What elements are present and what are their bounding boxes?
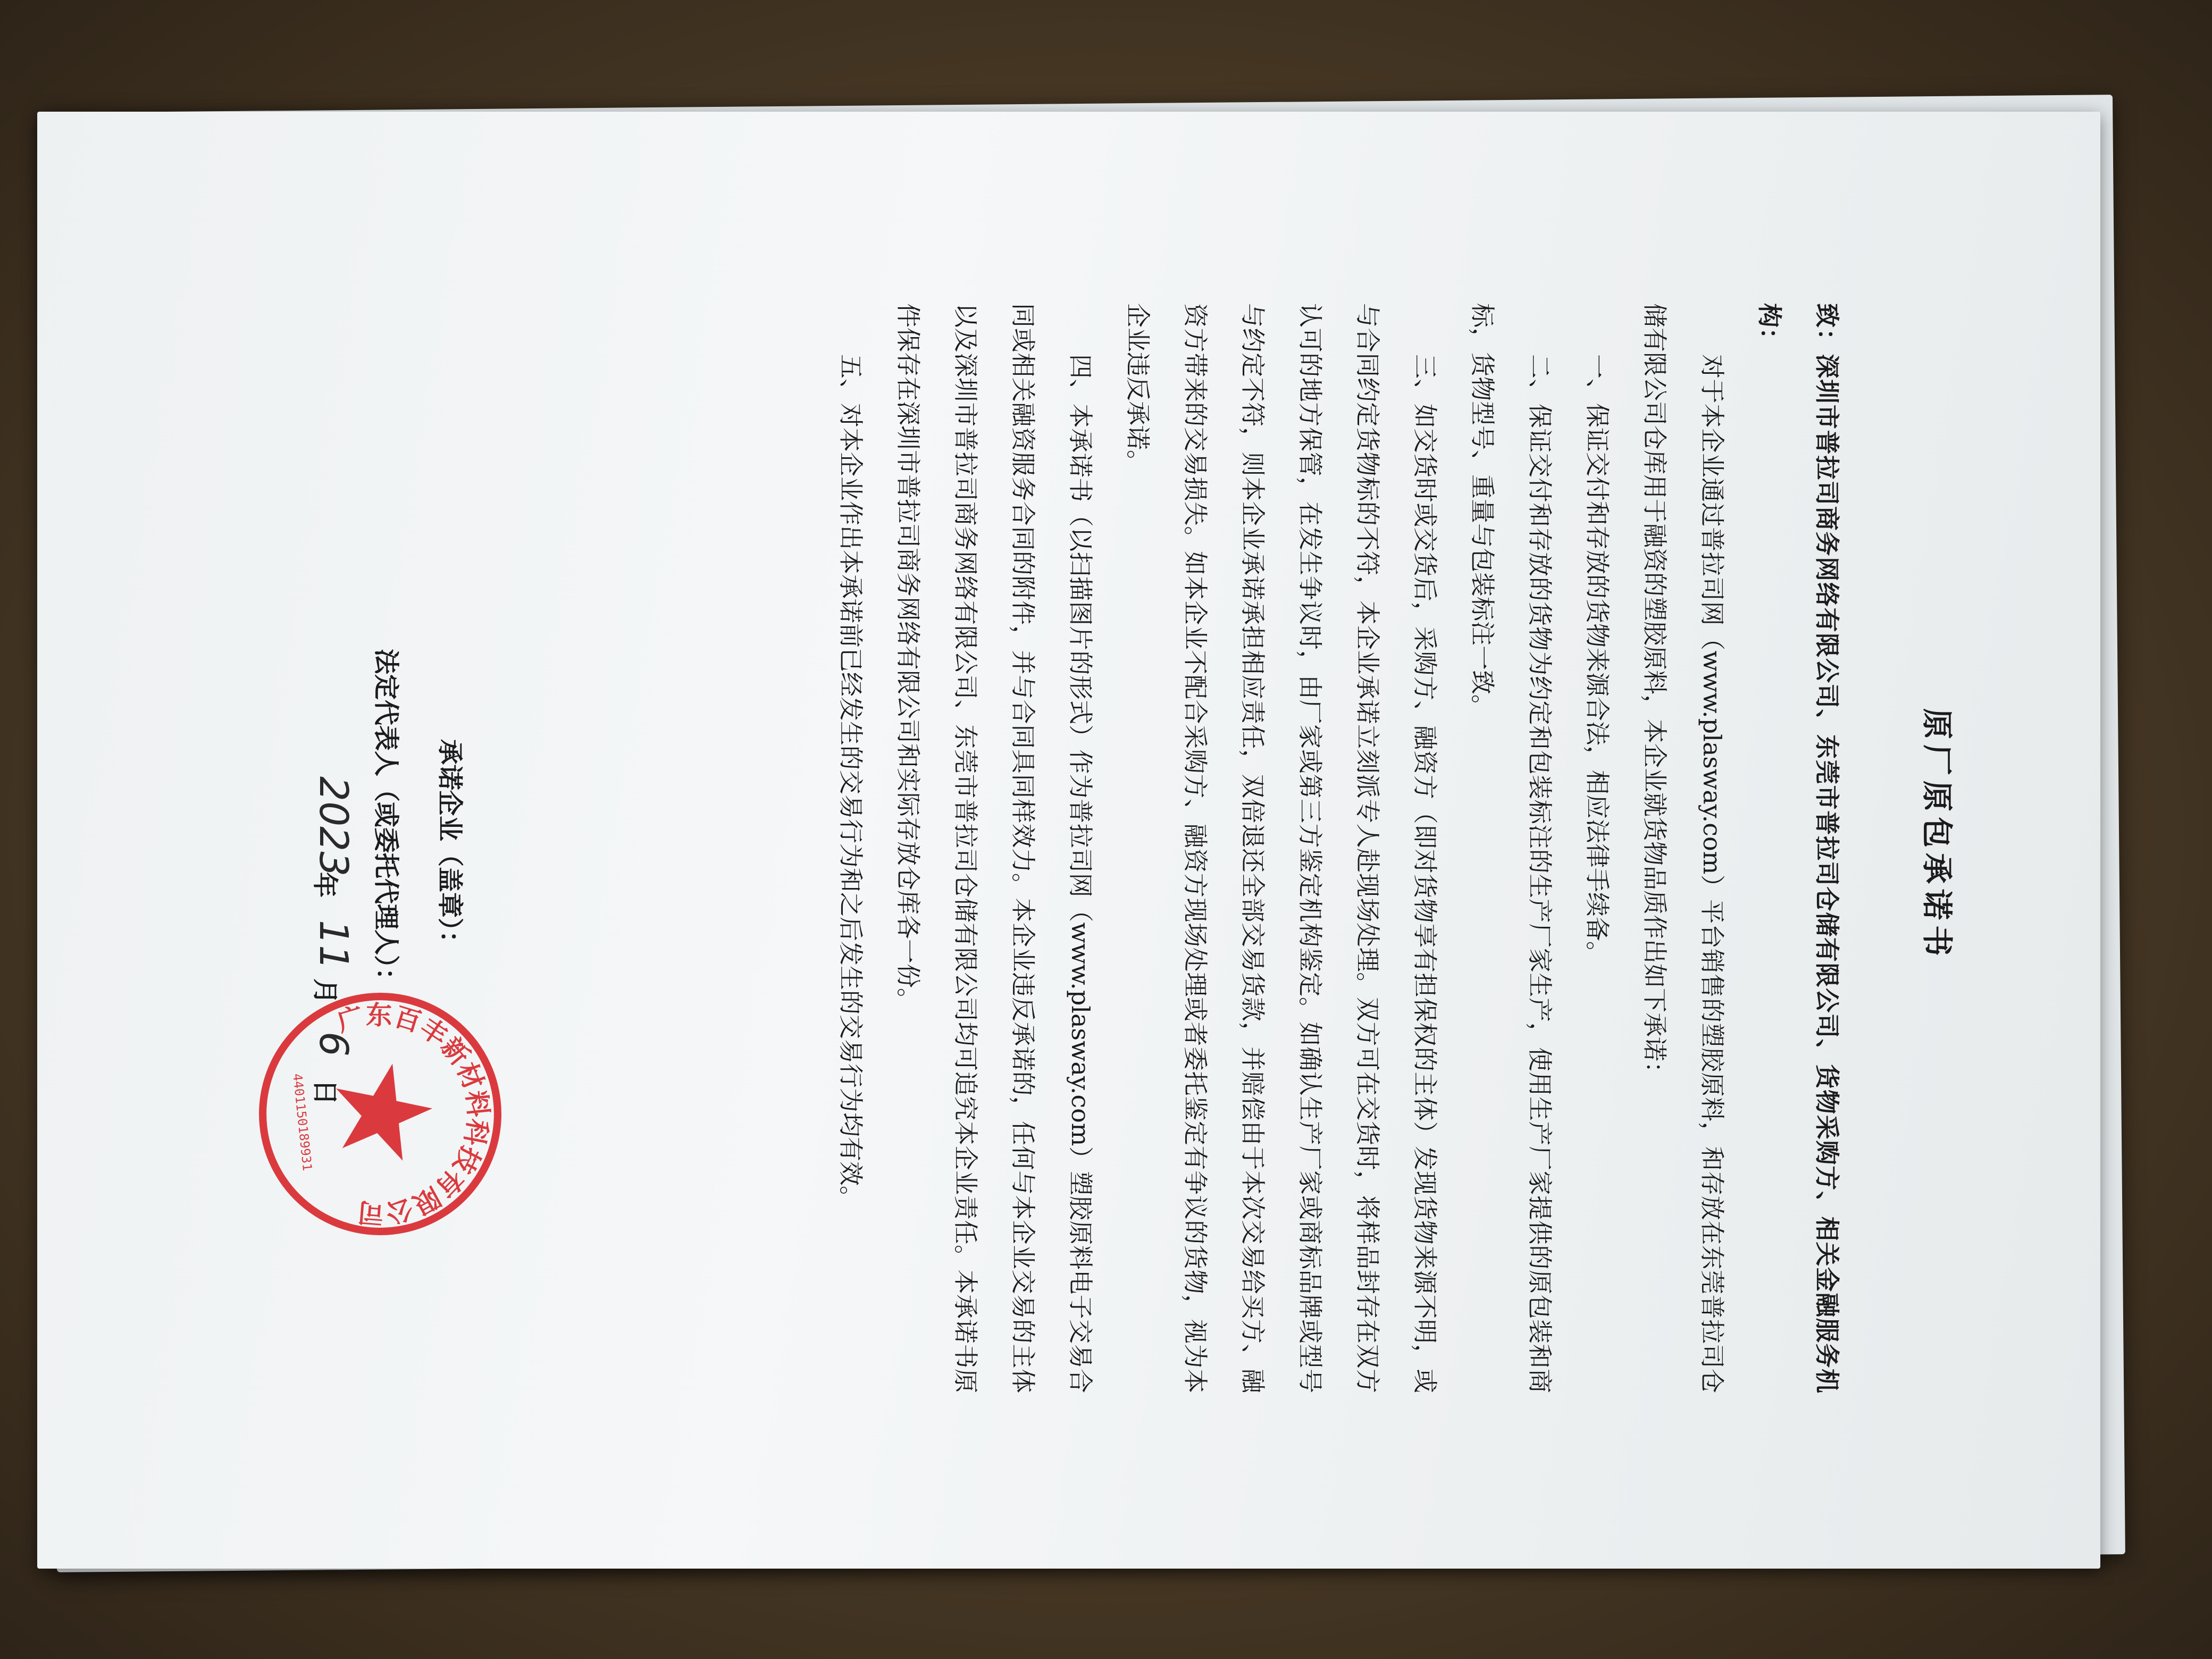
representative-label: 法定代表人（或委托代理人）： (371, 649, 401, 994)
date-month: 11 (311, 920, 356, 970)
clause-3: 三、如交货时或交货后，采购方、融资方（即对货物享有担保权的主体）发现货物来源不明，或与合同约定货物标的不符，本企业承诺立刻派专人赴现场处理。双方可在交货时，将样品封存在双方认可的地方保管，在发生争议时，由厂家或第三方鉴定机构鉴定。如确认生产厂家或商标品牌或型号与约定不符，则本企业承诺承担相应责任，双倍退还全部交易货款，并赔偿由于本次交易给买方、融资方带来的交易损失。如本企业不配合采购方、融资方现场处理或者委托鉴定有争议的货物，视为本企业违反承诺。 (1124, 303, 1439, 1393)
company-seal-label: 承诺企业（盖章）： (435, 739, 465, 957)
seal-text: 广东百丰新材料科技有限公司 (333, 1000, 494, 1229)
date-day: 6 (311, 1032, 356, 1057)
company-seal-stamp (243, 977, 518, 1252)
date-day-unit: 日 (310, 1079, 340, 1105)
addressee-line (1741, 303, 1856, 1393)
clause-4: 四、本承诺书（以扫描图片的形式）作为普拉司网（www.plasway.com）塑胶原料电子交易合同或相关融资服务合同的附件，并与合同具同样效力。本企业违反承诺的，任何与本企业交易的主体以及深圳市普拉司商务网络有限公司、东莞市普拉司仓储有限公司均可追究本企业责任。本承诺书原件保存在深圳市普拉司商务网络有限公司和实际存放仓库各一份。 (894, 303, 1095, 1393)
clause-5: 五、对本企业作出本承诺前已经发生的交易行为和之后发生的交易行为均有效。 (836, 354, 865, 1210)
document-title: 原厂原包承诺书 (1919, 708, 1955, 961)
date-year-unit: 年 (310, 872, 340, 898)
clause-1: 一、保证交付和存放的货物来源合法，相应法律手续备。 (1583, 354, 1612, 966)
clause-2: 二、保证交付和存放的货物为约定和包装标注的生产厂家生产，使用生产厂家提供的原包装和商标，货物型号、重量与包装标注一致。 (1468, 303, 1554, 1393)
date-month-unit: 月 (310, 978, 340, 1004)
document-body (822, 303, 1856, 1393)
date-year: 2023 (311, 776, 356, 877)
document-page (239, 175, 2047, 1494)
addressee-label: 致： (1813, 303, 1841, 354)
intro-paragraph: 对于本企业通过普拉司网（www.plasway.com）平台销售的塑胶原料，和存放在东莞普拉司仓储有限公司仓库用于融资的塑胶原料，本企业就货物品质作出如下承诺： (1640, 303, 1727, 1393)
addressee-text: 深圳市普拉司商务网络有限公司、东莞市普拉司仓储有限公司、货物采购方、相关金融服务机构： (1755, 303, 1841, 1394)
seal-number: 4401150189931 (290, 1073, 315, 1172)
